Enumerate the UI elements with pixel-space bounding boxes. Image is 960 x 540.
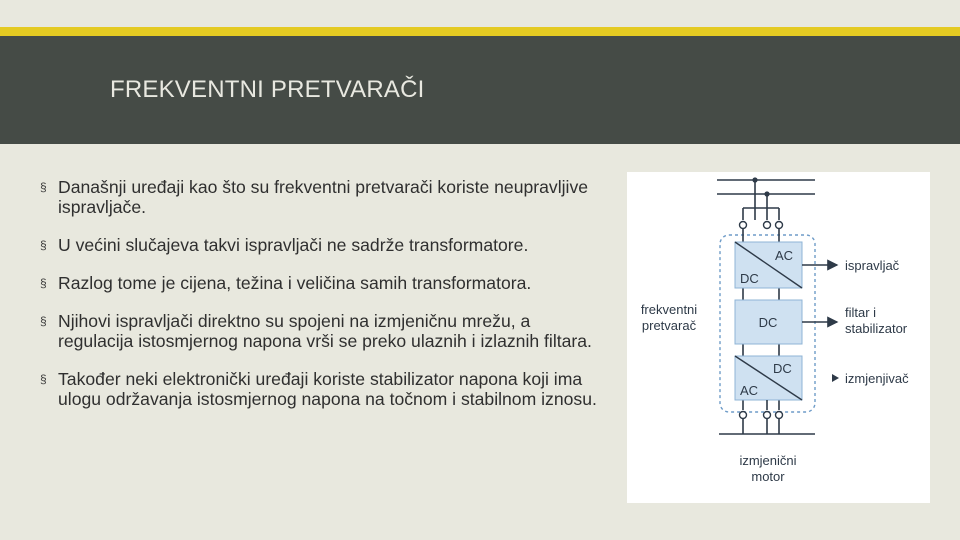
bullet-marker-icon: § xyxy=(40,314,47,328)
motor-lines xyxy=(743,419,779,434)
block1-top-label: AC xyxy=(775,248,794,263)
block3-top-label: DC xyxy=(773,361,792,376)
bullet-marker-icon: § xyxy=(40,238,47,252)
bullet-text: Također neki elektronički uređaji koriste stabilizator napona koji ima ulogu održavanja istosmjernog napona na točnom i stabilnom iznosu. xyxy=(58,369,597,409)
filter-block xyxy=(735,300,802,344)
converter-diagram xyxy=(627,172,930,503)
block1-bottom-label: DC xyxy=(740,271,759,286)
converter-label-line2: pretvarač xyxy=(641,318,697,333)
motor-label-line2: motor xyxy=(751,469,785,484)
title-accent-bar xyxy=(0,27,960,36)
junction-dot xyxy=(764,191,769,196)
motor-label-line1: izmjenični xyxy=(739,453,797,468)
bullet-item xyxy=(40,235,610,255)
bullet-item xyxy=(40,273,610,293)
inverter-block xyxy=(735,356,802,400)
bullet-item xyxy=(40,311,610,351)
bullet-list xyxy=(40,177,610,427)
filter-label-line1: filtar i xyxy=(845,305,877,320)
filter-label-line2: stabilizator xyxy=(845,321,908,336)
converter-label-line1: frekventni xyxy=(640,302,698,317)
bullet-item xyxy=(40,369,610,409)
bullet-marker-icon: § xyxy=(40,276,47,290)
input-terminals xyxy=(740,222,783,229)
output-terminals xyxy=(740,412,783,419)
block2-label: DC xyxy=(758,315,778,330)
bullet-text: Razlog tome je cijena, težina i veličina samih transformatora. xyxy=(58,273,532,293)
inverter-label: izmjenjivač xyxy=(845,371,909,386)
bullet-text: Njihovi ispravljači direktno su spojeni na izmjeničnu mrežu, a regulacija istosmjernog napona vrši se preko ulaznih i izlaznih filtara. xyxy=(58,311,592,351)
slide-title: FREKVENTNI PRETVARAČI xyxy=(110,76,425,103)
rectifier-label: ispravljač xyxy=(845,258,900,273)
bullet-text: U većini slučajeva takvi ispravljači ne sadrže transformatore. xyxy=(58,235,529,255)
inverter-arrow-icon xyxy=(832,374,839,382)
bullet-marker-icon: § xyxy=(40,180,47,194)
supply-lines xyxy=(717,180,815,220)
bullet-text: Današnji uređaji kao što su frekventni pretvarači koriste neupravljive ispravljače. xyxy=(58,177,589,217)
bullet-marker-icon: § xyxy=(40,372,47,386)
rectifier-block xyxy=(735,242,802,288)
block3-bottom-label: AC xyxy=(740,383,759,398)
junction-dot xyxy=(752,177,757,182)
bullet-item xyxy=(40,177,610,217)
